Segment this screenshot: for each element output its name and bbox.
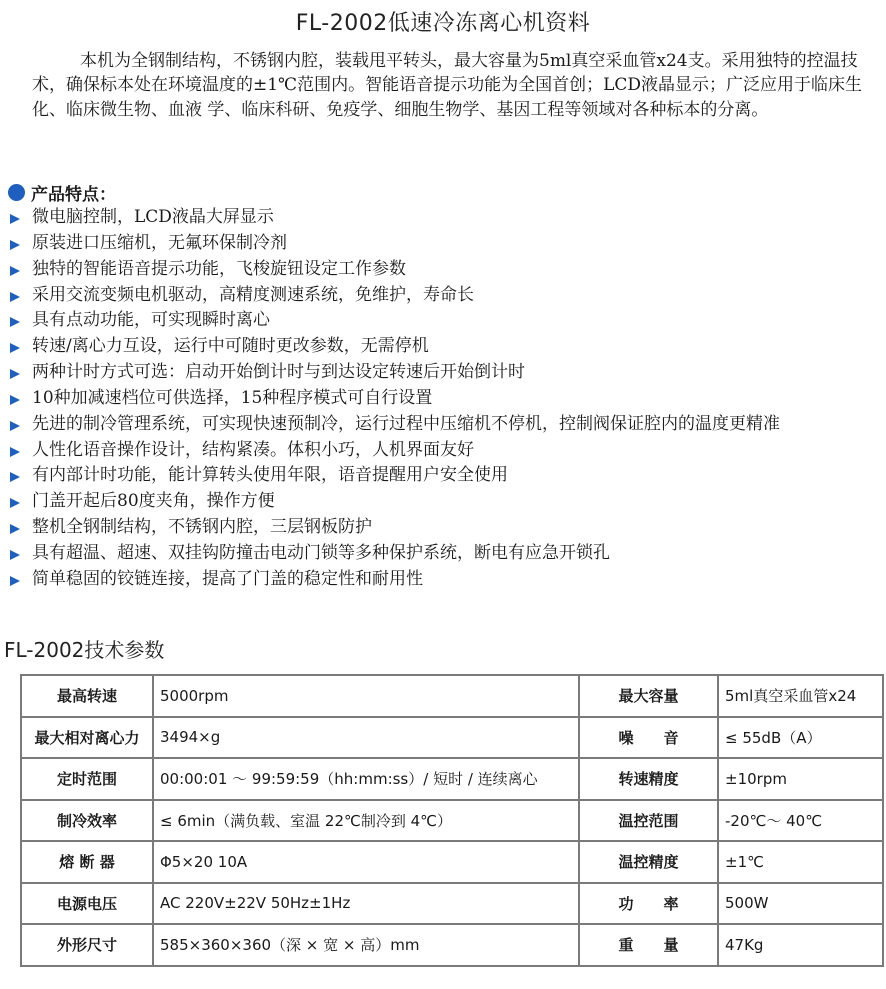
feature-item	[8, 257, 868, 283]
triangle-bullet-icon	[10, 266, 20, 276]
spec-label: 电源电压	[21, 883, 153, 925]
specs-table	[20, 674, 884, 967]
feature-item	[8, 308, 868, 334]
triangle-bullet-icon	[10, 447, 20, 457]
feature-item	[8, 360, 868, 386]
spec-label: 温控范围	[579, 800, 718, 842]
triangle-bullet-icon	[10, 472, 20, 482]
spec-value: 3494×g	[153, 717, 579, 759]
triangle-bullet-icon	[10, 214, 20, 224]
triangle-bullet-icon	[10, 524, 20, 534]
spec-label: 噪 音	[579, 717, 718, 759]
spec-label: 熔 断 器	[21, 841, 153, 883]
triangle-bullet-icon	[10, 240, 20, 250]
feature-item	[8, 515, 868, 541]
triangle-bullet-icon	[10, 421, 20, 431]
table-row	[21, 758, 883, 800]
feature-text: 独特的智能语音提示功能，飞梭旋钮设定工作参数	[32, 258, 406, 279]
spec-value: 47Kg	[718, 924, 883, 966]
spec-value: ±1℃	[718, 841, 883, 883]
feature-item	[8, 231, 868, 257]
spec-value: Φ5×20 10A	[153, 841, 579, 883]
feature-item	[8, 283, 868, 309]
spec-label: 定时范围	[21, 758, 153, 800]
feature-text: 微电脑控制，LCD液晶大屏显示	[32, 207, 274, 227]
spec-value: ±10rpm	[718, 758, 883, 800]
feature-item	[8, 438, 868, 464]
table-row	[21, 800, 883, 842]
spec-value: 585×360×360（深 × 宽 × 高）mm	[153, 924, 579, 966]
page-title: FL-2002低速冷冻离心机资料	[295, 11, 591, 36]
intro-text: 本机为全钢制结构，不锈钢内腔，装载甩平转头，最大容量为5ml真空采血管x24支。采用独特的控温技术，确保标本处在环境温度的±1℃范围内。智能语音提示功能为全国首创；LCD液晶显示；广泛应用于临床生化、临床微生物、血液 学、临床科研、免疫学、细胞生物学、基因工程等领域对各种标本的分离。	[32, 51, 863, 120]
feature-text: 具有超温、超速、双挂钩防撞击电动门锁等多种保护系统，断电有应急开锁孔	[32, 542, 610, 563]
table-row	[21, 841, 883, 883]
spec-value: ≤ 6min（满负载、室温 22℃制冷到 4℃）	[153, 800, 579, 842]
spec-label: 最高转速	[21, 675, 153, 717]
feature-text: 门盖开起后80度夹角，操作方便	[32, 491, 275, 512]
spec-label: 最大相对离心力	[21, 717, 153, 759]
triangle-bullet-icon	[10, 343, 20, 353]
feature-item	[8, 334, 868, 360]
feature-text: 转速/离心力互设，运行中可随时更改参数，无需停机	[32, 336, 429, 357]
spec-value: 500W	[718, 883, 883, 925]
spec-label: 重 量	[579, 924, 718, 966]
table-row	[21, 675, 883, 717]
feature-text: 具有点动功能，可实现瞬时离心	[32, 310, 270, 331]
table-row	[21, 924, 883, 966]
triangle-bullet-icon	[10, 369, 20, 379]
blue-dot-icon	[8, 184, 25, 201]
feature-text: 采用交流变频电机驱动，高精度测速系统，免维护，寿命长	[32, 284, 474, 305]
spec-value: -20℃～ 40℃	[718, 800, 883, 842]
spec-value: 00:00:01 ～ 99:59:59（hh:mm:ss）/ 短时 / 连续离心	[153, 758, 579, 800]
feature-item	[8, 205, 868, 231]
feature-text: 先进的制冷管理系统，可实现快速预制冷，运行过程中压缩机不停机，控制阀保证腔内的温度更精准	[32, 413, 780, 434]
feature-item	[8, 412, 868, 438]
spec-label: 转速精度	[579, 758, 718, 800]
spec-value: 5ml真空采血管x24	[718, 675, 883, 717]
spec-label: 功 率	[579, 883, 718, 925]
feature-item	[8, 386, 868, 412]
spec-value: AC 220V±22V 50Hz±1Hz	[153, 883, 579, 925]
feature-item	[8, 489, 868, 515]
spec-value: ≤ 55dB（A）	[718, 717, 883, 759]
spec-label: 温控精度	[579, 841, 718, 883]
spec-value: 5000rpm	[153, 675, 579, 717]
triangle-bullet-icon	[10, 550, 20, 560]
feature-item	[8, 541, 868, 567]
triangle-bullet-icon	[10, 498, 20, 508]
triangle-bullet-icon	[10, 317, 20, 327]
feature-text: 原装进口压缩机，无氟环保制冷剂	[32, 232, 287, 253]
spec-label: 外形尺寸	[21, 924, 153, 966]
table-row	[21, 883, 883, 925]
intro-paragraph	[32, 49, 868, 122]
feature-text: 人性化语音操作设计，结构紧凑。体积小巧，人机界面友好	[32, 439, 474, 460]
specs-title: FL-2002技术参数	[4, 638, 165, 662]
triangle-bullet-icon	[10, 576, 20, 586]
features-header-label: 产品特点：	[31, 185, 116, 205]
spec-label: 最大容量	[579, 675, 718, 717]
feature-text: 有内部计时功能，能计算转头使用年限，语音提醒用户安全使用	[32, 465, 508, 486]
triangle-bullet-icon	[10, 292, 20, 302]
feature-item	[8, 567, 868, 593]
features-header	[8, 180, 116, 205]
feature-item	[8, 463, 868, 489]
table-row	[21, 717, 883, 759]
feature-text: 10种加减速档位可供选择，15种程序模式可自行设置	[32, 387, 433, 408]
features-list	[8, 205, 868, 593]
triangle-bullet-icon	[10, 395, 20, 405]
feature-text: 简单稳固的铰链连接，提高了门盖的稳定性和耐用性	[32, 568, 423, 589]
feature-text: 两种计时方式可选：启动开始倒计时与到达设定转速后开始倒计时	[32, 362, 525, 383]
feature-text: 整机全钢制结构，不锈钢内腔，三层钢板防护	[32, 517, 372, 538]
spec-label: 制冷效率	[21, 800, 153, 842]
